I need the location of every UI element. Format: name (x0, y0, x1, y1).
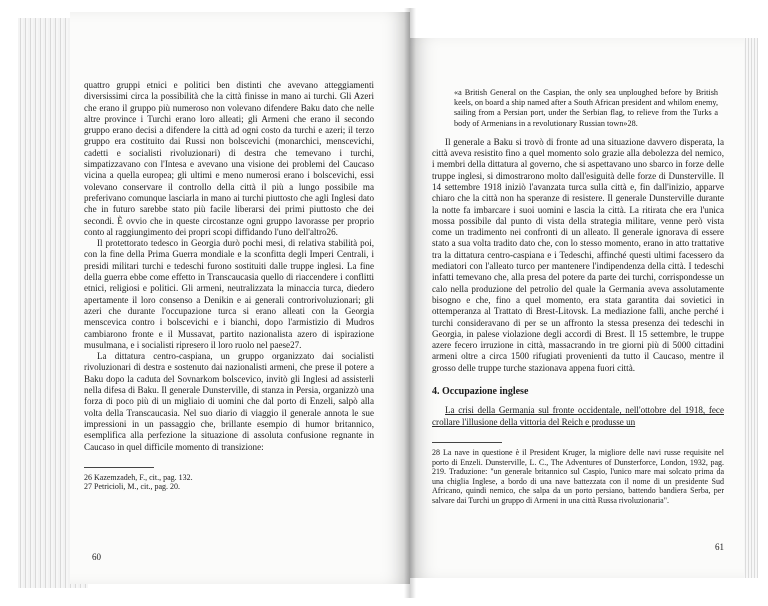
section-heading: 4. Occupazione inglese (432, 386, 529, 398)
right-paragraph-1: Il generale a Baku si trovò di fronte ad una situazione davvero disperata, la città aveva resistito fino a quel momento solo grazie alla debolezza del nemico, i membri della dittatura al governo, che si aspettavano uno sbarco in forze delle truppe inglesi, si dimostrarono molto dall'esiguità delle forze di Dunsterville. Il 14 settembre 1918 iniziò l'avanzata turca sulla città e, fin dall'inizio, apparve chiaro che la città non ha speranze di resistere. Il generale Dunsterville durante la notte fa imbarcare i suoi uomini e lascia la città. La ritirata che era l'unica mossa possibile dal punto di vista della strategia militare, venne però vista come un tradimento nei confronti di un alleato. Il generale ignorava di essere stato a sua volta tradito dato che, con lo stesso momento, erano in atto trattative tra la dittatura centro-caspiana e i Tedeschi, affinché questi ultimi facessero da mediatori con l'alleato turco per mantenere l'indipendenza della città. I tedeschi infatti temevano che, alla presa del potere da parte dei turchi, corrispondesse un calo nella produzione del petrolio del quale la Germania aveva assolutamente bisogno e che, fino a quel momento, era stata garantita dai sovietici in ottemperanza al Trattato di Brest-Litovsk. La mediazione fallì, anche perché i turchi consideravano di per se un affronto la stessa presenza dei tedeschi in Georgia, in palese violazione degli accordi di Brest. Il 15 settembre, le truppe azere fecero irruzione in città, massacrando in tre giorni più di 5000 cittadini armeni oltre a circa 1500 rifugiati provenienti da tutto il Caucaso, mentre il grosso delle truppe turche stazionava appena fuori città. (432, 136, 724, 373)
open-book (18, 8, 758, 598)
footnote-28: 28 La nave in questione è il President Kruger, la migliore delle navi russe requisite nel porto di Enzeli. Dunsterville, L. C., The Adventures of Dunsterforce, London, 1932, pag. 219. Traduzione: "un generale britannico sul Caspio, l'unico mare mai solcato prima da una chiglia Inglese, a bordo di una nave battezzata con il nome di un presidente Sud Africano, quindi nemico, che salpa da un porto persiano, battendo bandiera Serba, per salvare dai Turchi un gruppo di Armeni in una città Russa rivoluzionaria". (432, 447, 724, 505)
section-paragraph: La crisi della Germania sul fronte occidentale, nell'ottobre del 1918, fece crollare l'illusione della vittoria del Reich e produsse un (432, 405, 724, 427)
left-paragraph-1: quattro gruppi etnici e politici ben distinti che avevano atteggiamenti diversissimi circa la possibilità che la città finisse in mano ai turchi. Gli Azeri che erano il gruppo più numeroso non volevano difendere Baku dato che nelle altre province i Turchi erano loro alleati; gli Armeni che erano il secondo gruppo erano decisi a difendere la città ad ogni costo da turchi e azeri; il terzo gruppo era costituito dai Russi non bolscevichi (monarchici, menscevichi, cadetti e socialisti rivoluzionari) di destra che temevano i turchi, simpatizzavano con l'Intesa e avevano una visione dei problemi del Caucaso vicina a quella europea; gli ultimi e meno numerosi erano i bolscevichi, essi volevano conservare il controllo della città il più a lungo possibile ma preferivano comunque lasciarla in mano ai turchi piuttosto che agli Inglesi dato che in futuro sarebbe stato più facile liberarsi dei primi piuttosto che dei secondi. È ovvio che in queste circostanze ogni gruppo lavorasse per proprio conto al raggiungimento dei propri scopi diffidando l'uno dell'altro26. (84, 80, 374, 237)
left-paragraph-3: La dittatura centro-caspiana, un gruppo organizzato dai socialisti rivoluzionari di destra e sostenuto dai nazionalisti armeni, che prese il potere a Baku dopo la caduta del Sovnarkom bolscevico, invitò gli Inglesi ad assisterli nella difesa di Baku. Il generale Dunsterville, di stanza in Persia, organizzò una forza di poco più di un migliaio di uomini che dal porto di Enzeli, salpò alla volta della Transcaucasia. Nel suo diario di viaggio il generale annota le sue impressioni in un passaggio che, brillante esempio di humor britannico, esemplifica alla perfezione la situazione di assoluta confusione regnante in Caucaso in quel difficile momento di transizione: (84, 351, 374, 452)
footnote-26: 26 Kazemzadeh, F., cit., pag. 132. (84, 472, 193, 482)
book-gutter (404, 8, 416, 598)
page-number-left: 60 (92, 552, 101, 562)
footnote-27: 27 Petricioli, M., cit., pag. 20. (84, 482, 180, 492)
page-number-right: 61 (715, 542, 724, 552)
right-page (410, 38, 744, 578)
footnote-rule (84, 467, 154, 468)
footnote-rule (432, 442, 502, 443)
right-page-body (432, 88, 724, 506)
left-page (70, 12, 410, 584)
left-paragraph-2: Il protettorato tedesco in Georgia durò pochi mesi, di relativa stabilità poi, con la fine della Prima Guerra mondiale e la sconfitta degli Imperi Centrali, i presidi militari turchi e tedeschi furono sostituiti dalle truppe inglesi. La fine della guerra ebbe come effetto in Transcaucasia quello di riaccendere i conflitti etnici, religiosi e politici. Gli armeni, neutralizzata la minaccia turca, diedero apertamente il loro consenso a Denikin e ai generali controrivoluzionari; gli azeri che durante l'occupazione turca si erano alleati con la Georgia menscevica contro i bolscevichi e i bianchi, dopo l'armistizio di Mudros cambiarono fronte e il Mussavat, partito nazionalista azero di ispirazione musulmana, e i socialisti ripresero il loro ruolo nel paese27. (84, 238, 374, 350)
block-quote: «a British General on the Caspian, the only sea unploughed before by British keels, on board a ship named after a South African president and whilom enemy, sailing from a Persian port, under the Serbian flag, to relieve from the Turks a body of Armenians in a revolutionary Russian town»28. (454, 88, 718, 128)
left-page-body (84, 80, 374, 492)
